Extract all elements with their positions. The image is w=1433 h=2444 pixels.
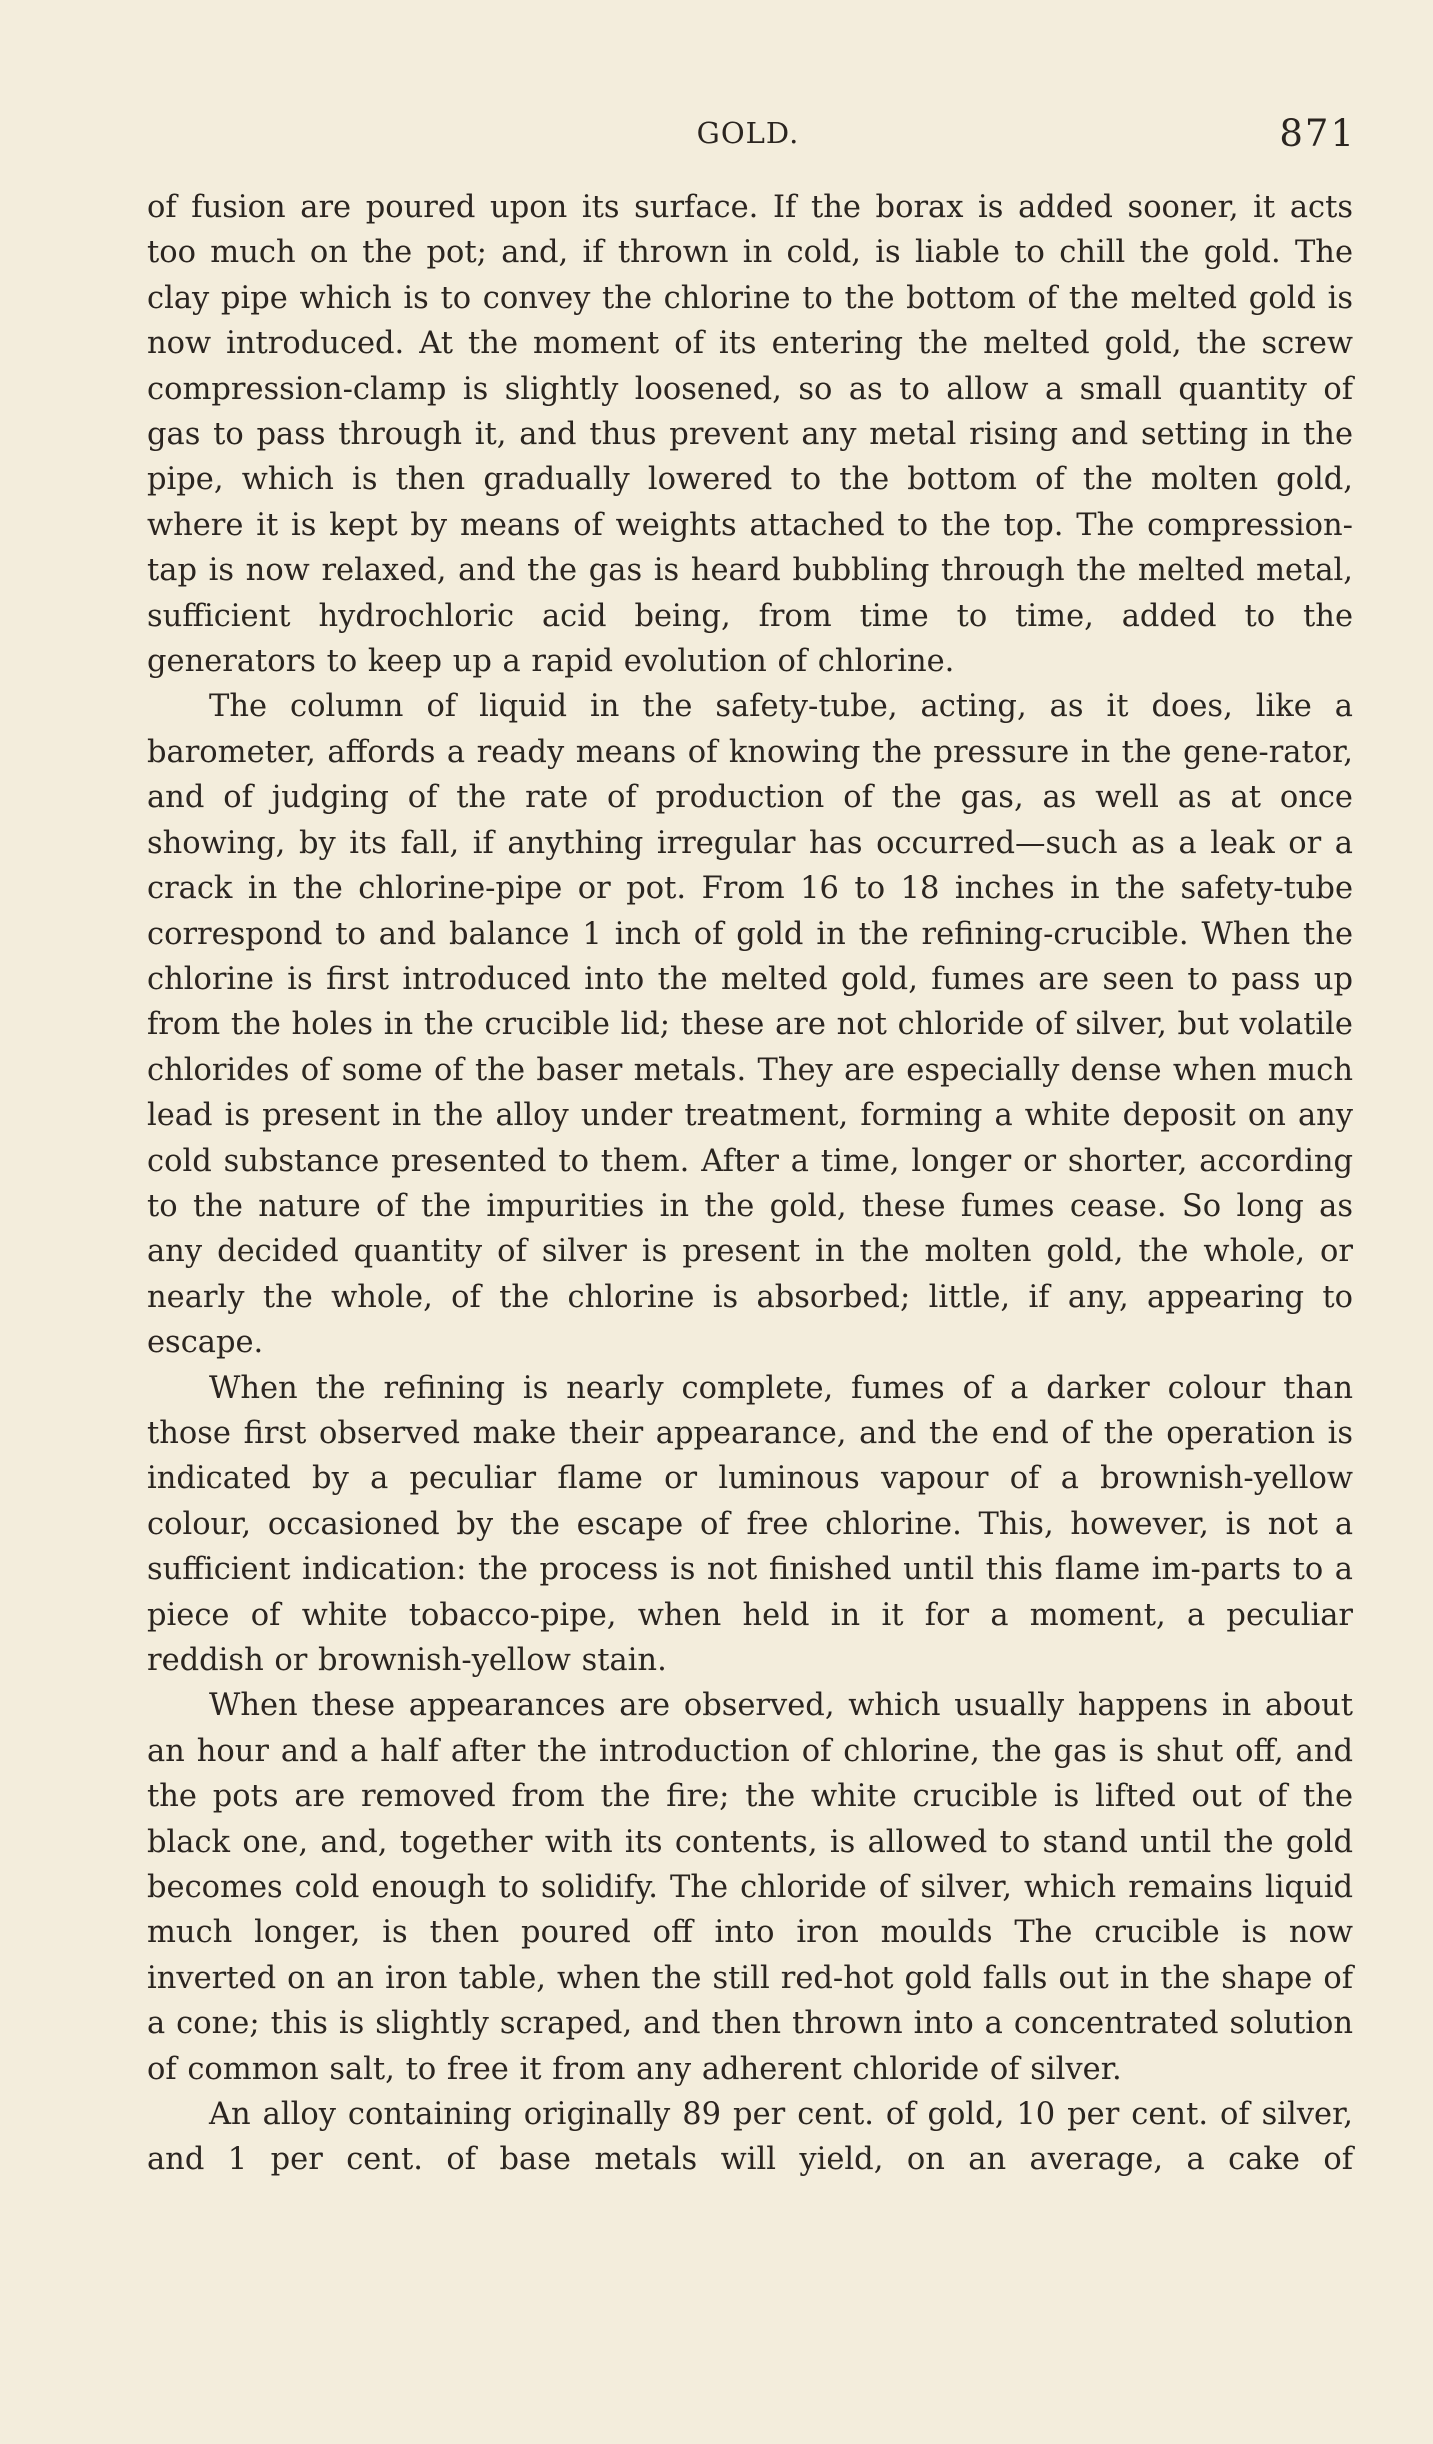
running-header [140, 112, 1356, 164]
page-number: 871 [1279, 112, 1356, 155]
paragraph: The column of liquid in the safety-tube, acting, as it does, like a barometer, affords a ready means of knowing the pressure in the gene-rator, and of judging of the rate of production of the gas, as well as at once showing, by its fall, if anything irregular has occurred—such as a leak or a crack in the chlorine-pipe or pot. From 16 to 18 inches in the safety-tube correspond to and balance 1 inch of gold in the refining-crucible. When the chlorine is first introduced into the melted gold, fumes are seen to pass up from the holes in the crucible lid; these are not chloride of silver, but volatile chlorides of some of the baser metals. They are especially dense when much lead is present in the alloy under treatment, forming a white deposit on any cold substance presented to them. After a time, longer or shorter, according to the nature of the impurities in the gold, these fumes cease. So long as any decided quantity of silver is present in the molten gold, the whole, or nearly the whole, of the chlorine is absorbed; little, if any, appearing to escape. [147, 689, 1353, 1361]
paragraph: When the refining is nearly complete, fumes of a darker colour than those first observed make their appearance, and the end of the operation is indicated by a peculiar flame or luminous vapour of a brownish-yellow colour, occasioned by the escape of free chlorine. This, however, is not a sufficient indication: the process is not finished until this flame im-parts to a piece of white tobacco-pipe, when held in it for a moment, a peculiar reddish or brownish-yellow stain. [147, 1370, 1353, 1678]
paragraph-continues: An alloy containing originally 89 per cent. of gold, 10 per cent. of silver, and 1 per cent. of base metals will yield, on an average, a cake of [147, 2097, 1353, 2178]
paragraph-continued: of fusion are poured upon its surface. If the borax is added sooner, it acts too much on the pot; and, if thrown in cold, is liable to chill the gold. The clay pipe which is to convey the chlorine to the bottom of the melted gold is now introduced. At the moment of its entering the melted gold, the screw compression-clamp is slightly loosened, so as to allow a small quantity of gas to pass through it, and thus prevent any metal rising and setting in the pipe, which is then gradually lowered to the bottom of the molten gold, where it is kept by means of weights attached to the top. The compression-tap is now relaxed, and the gas is heard bubbling through the melted metal, sufficient hydrochloric acid being, from time to time, added to the generators to keep up a rapid evolution of chlorine. [147, 190, 1353, 680]
running-title: GOLD. [696, 116, 800, 150]
paragraph: When these appearances are observed, which usually happens in about an hour and a half after the introduction of chlorine, the gas is shut off, and the pots are removed from the fire; the white crucible is lifted out of the black one, and, together with its contents, is allowed to stand until the gold becomes cold enough to solidify. The chloride of silver, which remains liquid much longer, is then poured off into iron moulds The crucible is now inverted on an iron table, when the still red-hot gold falls out in the shape of a cone; this is slightly scraped, and then thrown into a concentrated solution of common salt, to free it from any adherent chloride of silver. [147, 1688, 1353, 2087]
body-text [147, 185, 1353, 2183]
